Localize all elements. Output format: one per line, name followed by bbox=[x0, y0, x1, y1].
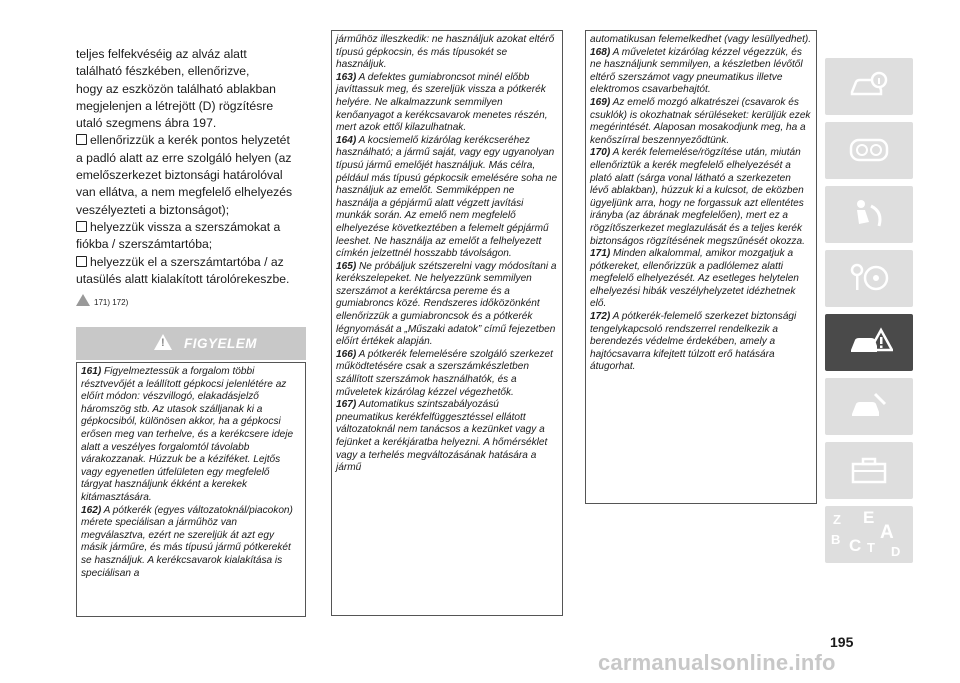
seat-safety-icon bbox=[849, 198, 889, 230]
checkbox-bullet-icon bbox=[76, 134, 87, 145]
warning-references: 171) 172) bbox=[76, 294, 306, 309]
warning-item: 165) Ne próbáljuk szétszerelni vagy módosítani a kerékszelepeket. Ne helyezzünk semmilyen szerszámot a keréktárcsa pereme és a gumiabroncs közé. Rendszeres időközönként ellenőrizzük a gumiabroncsok és a pótkerék légnyomását a „Műszaki adatok” című fejezetben előírt értékek alapján. bbox=[336, 260, 557, 348]
bullet-line: veszélyezteti a biztonságot); bbox=[76, 202, 230, 217]
warning-item: 167) Automatikus szintszabályozású pneumatikus kerékfelfüggesztéssel ellátott változatoknál nem tanácsos a kezünket vagy a fejünket a kerékjáratba helyezni. A hőmérséklet vagy a terhelés megváltozásának hatására a jármű bbox=[336, 399, 548, 474]
intro-line: található fészkében, ellenőrizve, bbox=[76, 64, 250, 79]
toolbox-icon bbox=[849, 454, 889, 486]
bullet-line: emelőszerkezet biztonsági határolóval bbox=[76, 168, 283, 183]
warning-box-1 bbox=[76, 362, 306, 617]
bullet-line: fiókba / szerszámtartóba; bbox=[76, 237, 213, 252]
dashboard-icon bbox=[849, 134, 889, 166]
bullet-line: ellenőrizzük a kerék pontos helyzetét bbox=[76, 132, 306, 149]
warning-triangle-icon bbox=[154, 334, 172, 350]
tab-safety[interactable] bbox=[825, 186, 913, 243]
warning-box-2 bbox=[331, 30, 563, 616]
warning-item: 170) A kerék felemelése/rögzítése után, miután ellenőriztük a kerék megfelelő elhelyezését a plató alatt (sárga vonal látható a szerkezeten lévő ablakban), húzzuk ki a kulcsot, de eközben ügyeljünk arra, hogy ne forgassuk azt ellentétes irányba (az ábrának megfelelően), mert ez a rögzítőszerkezet meglazulását és a teljes kerék biztonságos rögzítésének megszűnését okozza. bbox=[590, 147, 805, 247]
main-text-column bbox=[76, 46, 306, 309]
wrench-car-icon bbox=[849, 390, 889, 422]
warning-box-3 bbox=[585, 30, 817, 504]
warning-car-icon bbox=[849, 326, 893, 360]
intro-line: utaló szegmens ábra 197. bbox=[76, 116, 217, 131]
warning-item: 168) A műveletet kizárólag kézzel végezzük, és ne használjunk semmilyen, a készletben lévőtől eltérő szerszámot vagy pneumatikus illetve elektromos csavarbehajtót. bbox=[590, 46, 803, 96]
tab-technical[interactable] bbox=[825, 442, 913, 499]
intro-line: megjelenjen a létrejött (D) rögzítésre bbox=[76, 98, 274, 113]
warning-item: 169) Az emelő mozgó alkatrészei (csavarok és csuklók) is okozhatnak sérüléseket: kerüljük ezek megérintését. Alaposan mosakodjunk meg, ha a kenőszírral beszennyeződtünk. bbox=[590, 96, 811, 146]
bullet-line: helyezzük vissza a szerszámokat a bbox=[76, 219, 306, 236]
warning-item: automatikusan felemelkedhet (vagy lesüllyedhet). bbox=[590, 34, 812, 45]
bullet-line: van ellátva, a nem megfelelő elhelyezés bbox=[76, 185, 293, 200]
page-number: 195 bbox=[830, 634, 854, 650]
warning-title: FIGYELEM bbox=[184, 336, 258, 351]
warning-item: 164) A kocsiemelő kizárólag kerékcseréhez használható; a jármű saját, vagy egy ugyanolyan típusú jármű emelőjét használjuk. Más célra, például más típusú gépkocsik emelésére soha ne használjuk az emelőt. Semmiképpen ne használja a gépjármű alatt végzett javítási munkák során. Az emelő nem megfelelő elhelyezése következtében a felemelt gépjármű leeshet. Ne használja az emelőt a felhelyezett címkén jelzettnél hosszabb távolságon. bbox=[336, 134, 558, 260]
car-info-icon bbox=[849, 70, 889, 102]
tab-emergency[interactable] bbox=[825, 314, 913, 371]
intro-line: teljes felfekvéséig az alváz alatt bbox=[76, 47, 247, 61]
intro-line: hogy az eszközön található ablakban bbox=[76, 81, 276, 96]
warning-item: 163) A defektes gumiabroncsot minél előbb javíttassuk meg, és szereljük vissza a pótkerék helyére. Ne alkalmazzunk semmilyen kenőanyagot a kerékcsavarok menetes részén, mert azok ettől kilazulhatnak. bbox=[336, 71, 548, 134]
chapter-sidebar bbox=[825, 58, 913, 570]
tab-maintenance[interactable] bbox=[825, 378, 913, 435]
bullet-line: a padló alatt az erre szolgáló helyen (az bbox=[76, 150, 292, 165]
watermark: carmanualsonline.info bbox=[598, 650, 836, 675]
checkbox-bullet-icon bbox=[76, 221, 87, 232]
bullet-line: utasülés alatt kialakított tárolórekeszbe. bbox=[76, 271, 290, 286]
bullet-line: helyezzük el a szerszámtartóba / az bbox=[76, 254, 306, 271]
warning-item: járműhöz illeszkedik: ne használjuk azokat eltérő típusú gépkocsin, és más típusokét se használjuk. bbox=[336, 34, 555, 71]
warning-item: 166) A pótkerék felemelésére szolgáló szerkezet működtetésére csak a szerszámkészletben szállított szerszámok használhatók, és a műveletek kizárólag kézzel végezhetők. bbox=[336, 348, 553, 398]
tab-dashboard[interactable] bbox=[825, 122, 913, 179]
key-steering-icon bbox=[849, 262, 889, 294]
tab-car-info[interactable] bbox=[825, 58, 913, 115]
warning-header bbox=[76, 327, 306, 360]
tab-starting[interactable] bbox=[825, 250, 913, 307]
warning-item: 161) Figyelmeztessük a forgalom többi résztvevőjét a leállított gépkocsi jelenlétére az előírt módon: vészvillogó, elakadásjelző háromszög stb. Az utasok szálljanak ki a gépkocsiból, különösen akkor, ha a gépkocsi erősen meg van terhelve, és a kerékcsere ideje alatt a veszélyes forgalomtól távolabb várakozzanak. Húzzuk be a kéziféket. Lejtős vagy egyenetlen útfelületen egy megfelelő tárgyat használjunk ékként a kerekek kitámasztására. bbox=[81, 366, 294, 503]
warning-item: 171) Minden alkalommal, amikor mozgatjuk a pótkereket, ellenőrizzük a padlólemez alatti megfelelő elhelyezését. Az esetleges helytelen elhelyezési hibák veszélyhelyzetet idézhetnek elő. bbox=[590, 248, 799, 310]
warning-item: 172) A pótkerék-felemelő szerkezet biztonsági tengelykapcsoló rendszerrel rendelkezik a berendezés védelme érdekében, amely a hajtócsavarra kifejtett túlzott erő hatására átugorhat. bbox=[590, 311, 797, 373]
checkbox-bullet-icon bbox=[76, 256, 87, 267]
tab-index[interactable]: Z E B A C T D bbox=[825, 506, 913, 563]
warning-triangle-icon bbox=[76, 294, 90, 306]
warning-item: 162) A pótkerék (egyes változatoknál/piacokon) mérete speciálisan a járműhöz van megválasztva, ezért ne szereljük át azt egy másik járműre, és más típusú jármű pótkerekét se használjuk. A kerékcsavarok kialakítása is speciálisan a bbox=[81, 504, 293, 579]
